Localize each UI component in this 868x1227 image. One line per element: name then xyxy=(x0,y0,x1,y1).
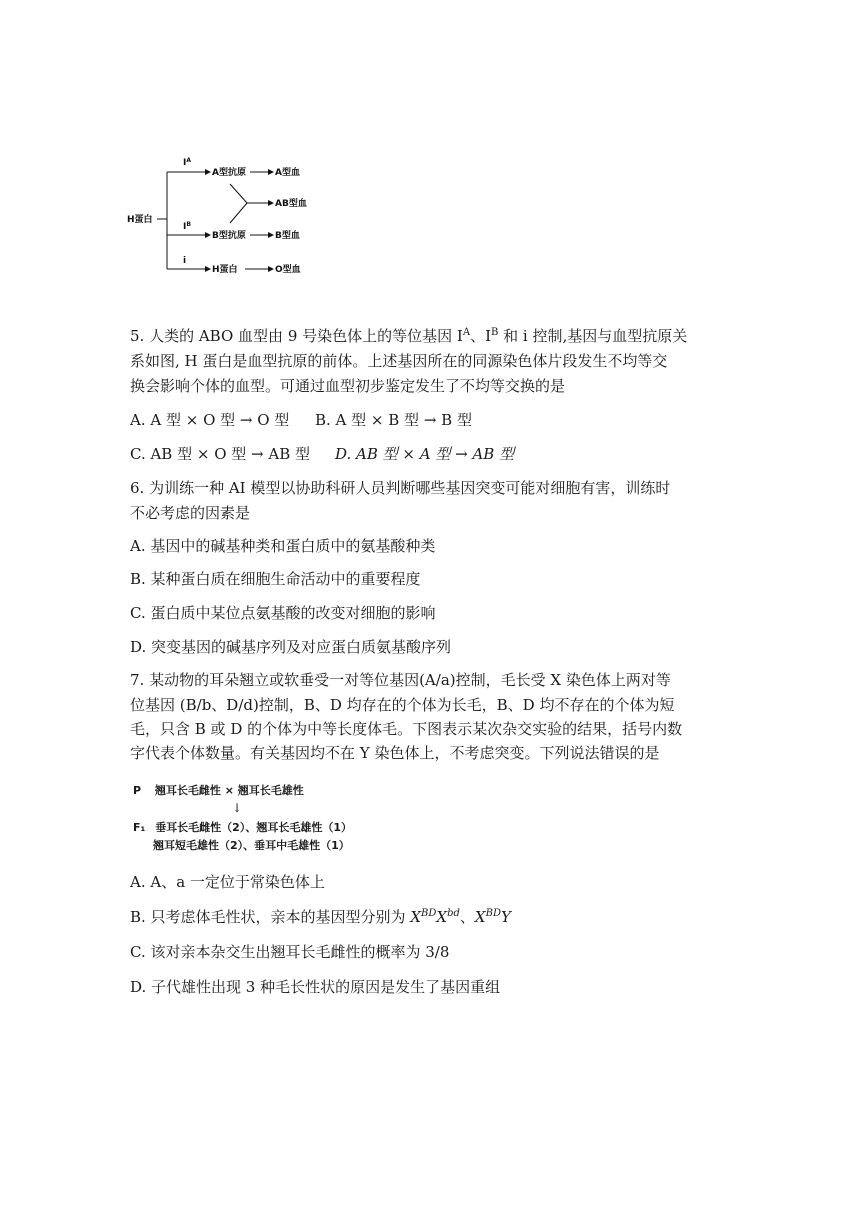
q5-stem-line1: 5. 人类的 ABO 血型由 9 号染色体上的等位基因 $I^A$、$I^B$ 和 i 控制,基因与血型抗原关 xyxy=(130,327,688,345)
q6-option-d: D. 突变基因的碱基序列及对应蛋白质氨基酸序列 xyxy=(130,638,452,656)
q7-option-d: D. 子代雄性出现 3 种毛长性状的原因是发生了基因重组 xyxy=(130,978,501,996)
allele-ia-label: $I^A$ xyxy=(183,157,192,168)
cross-down-arrow: ↓ xyxy=(232,801,243,815)
q5-option-c: C. AB 型 × O 型 → AB 型 xyxy=(130,445,311,463)
h-protein-end-label: H蛋白 xyxy=(212,265,238,275)
q7-stem-line3: 毛，只含 B 或 D 的个体为中等长度体毛。下图表示某次杂交实验的结果，括号内数 xyxy=(130,720,683,738)
b-blood-label: B型血 xyxy=(275,231,300,241)
b-antigen-label: B型抗原 xyxy=(212,231,246,241)
q5-stem-line2: 系如图, H 蛋白是血型抗原的前体。上述基因所在的同源染色体片段发生不均等交 xyxy=(130,352,668,370)
cross-f1-line2: 翘耳短毛雄性（2）、垂耳中毛雄性（1） xyxy=(153,839,350,852)
q6-stem-line1: 6. 为训练一种 AI 模型以协助科研人员判断哪些基因突变可能对细胞有害，训练时 xyxy=(130,479,671,497)
q6-stem-line2: 不必考虑的因素是 xyxy=(130,504,251,522)
cross-parent-row xyxy=(133,782,304,798)
blood-type-pathway-diagram xyxy=(125,150,325,285)
q5-stem-line3: 换会影响个体的血型。可通过血型初步鉴定发生了不均等交换的是 xyxy=(130,377,566,395)
cross-f1-line1: 垂耳长毛雌性（2）、翘耳长毛雄性（1） xyxy=(155,821,352,834)
q5-option-b: B. A 型 × B 型 → B 型 xyxy=(315,411,472,429)
q6-option-c: C. 蛋白质中某位点氨基酸的改变对细胞的影响 xyxy=(130,604,436,622)
allele-ib-label: $I^B$ xyxy=(183,221,191,232)
q5-option-a: A. A 型 × O 型 → O 型 xyxy=(130,411,290,429)
h-protein-label: H蛋白 xyxy=(127,215,153,225)
q5-option-d: D. AB 型 × A 型 → AB 型 xyxy=(335,445,515,463)
o-blood-label: O型血 xyxy=(275,265,301,275)
cross-p-label: P xyxy=(133,784,142,797)
ab-blood-label: AB型血 xyxy=(275,199,307,209)
q7-option-b: B. 只考虑体毛性状，亲本的基因型分别为 $X^{BD}X^{bd}$、$X^{BD}Y$ xyxy=(130,908,511,926)
q7-stem-line4: 字代表个体数量。有关基因均不在 Y 染色体上，不考虑突变。下列说法错误的是 xyxy=(130,744,660,762)
q7-stem-line1: 7. 某动物的耳朵翘立或软垂受一对等位基因(A/a)控制，毛长受 X 染色体上两对等 xyxy=(130,671,671,689)
q7-stem-line2: 位基因 (B/b、D/d)控制，B、D 均存在的个体为长毛，B、D 均不存在的个体为短 xyxy=(130,696,675,714)
cross-f1-label: F₁ xyxy=(133,821,146,834)
q6-option-b: B. 某种蛋白质在细胞生命活动中的重要程度 xyxy=(130,570,421,588)
cross-f1-row1 xyxy=(133,819,352,835)
q7-option-c: C. 该对亲本杂交生出翘耳长毛雌性的概率为 3/8 xyxy=(130,943,450,961)
a-blood-label: A型血 xyxy=(275,168,300,178)
q7-option-a: A. A、a 一定位于常染色体上 xyxy=(130,873,325,891)
allele-i-label: i xyxy=(183,256,187,266)
a-antigen-label: A型抗原 xyxy=(212,168,246,178)
q6-option-a: A. 基因中的碱基种类和蛋白质中的氨基酸种类 xyxy=(130,537,436,555)
cross-parents: 翘耳长毛雌性 × 翘耳长毛雄性 xyxy=(154,784,304,797)
